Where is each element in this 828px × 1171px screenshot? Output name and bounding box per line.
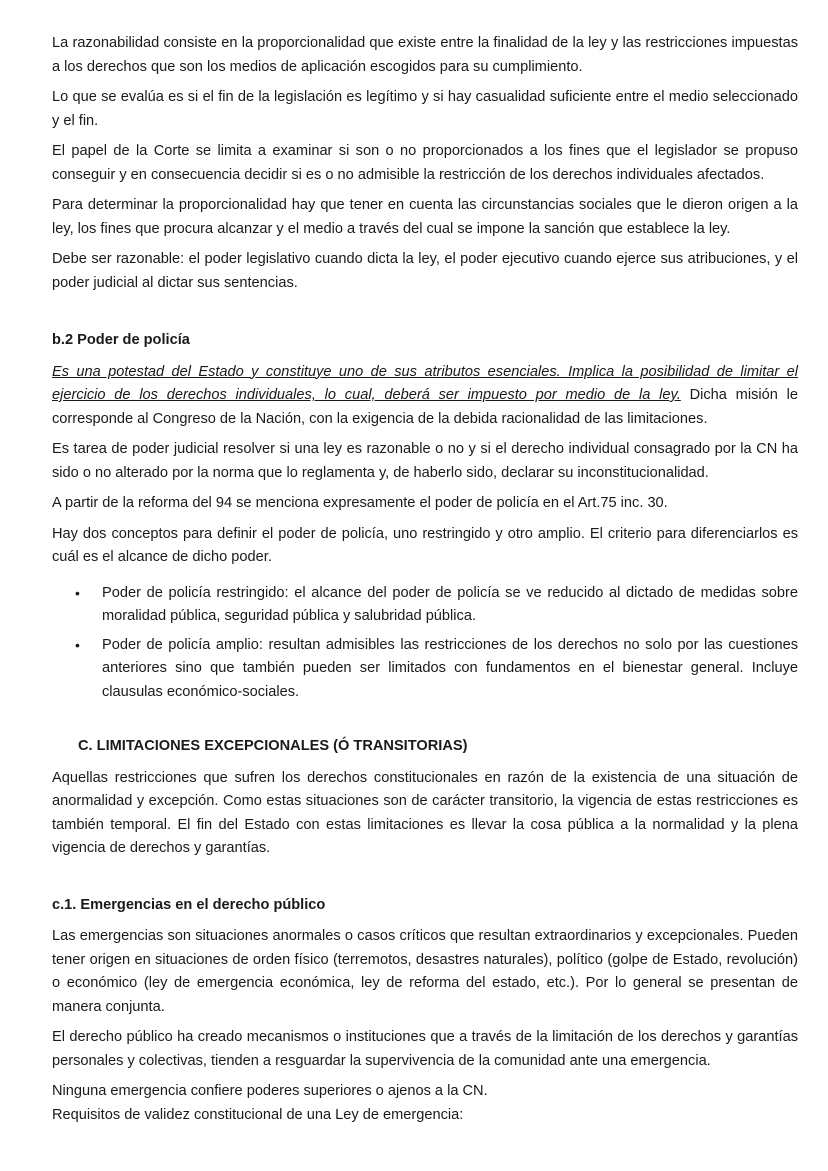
paragraph-no-superior-powers: Ninguna emergencia confiere poderes superiores o ajenos a la CN. <box>52 1083 488 1099</box>
paragraph-police-power-intro <box>52 361 798 432</box>
paragraph-judicial-task: Es tarea de poder judicial resolver si una ley es razonable o no y si el derecho individual consagrado por la CN ha sido o no alterado por la norma que lo reglamenta y, de haberlo sido, declarar su inconstitucionalidad. <box>52 441 798 481</box>
bullet-text-broad: Poder de policía amplio: resultan admisibles las restricciones de los derechos no solo por las cuestiones anteriores sino que también pueden ser limitados con fundamentos en el bienestar general. Incluye clausulas económico-sociales. <box>102 636 798 700</box>
paragraph-exceptional-limitations: Aquellas restricciones que sufren los derechos constitucionales en razón de la existencia de una situación de anormalidad y excepción. Como estas situaciones son de carácter transitorio, la vigencia de estas restricciones es también temporal. El fin del Estado con estas limitaciones es llevar la cosa pública a la normalidad y la plena vigencia de derechos y garantías. <box>52 769 798 856</box>
section-heading-b2: b.2 Poder de policía <box>52 332 190 348</box>
paragraph-legitimate-end: Lo que se evalúa es si el fin de la legislación es legítimo y si hay casualidad suficiente entre el medio seleccionado y el fin. <box>52 89 798 129</box>
bullet-text-restricted: Poder de policía restringido: el alcance del poder de policía se ve reducido al dictado de medidas sobre moralidad pública, seguridad pública y salubridad pública. <box>102 584 798 624</box>
bullet-icon: • <box>75 636 80 653</box>
police-power-bullet-list <box>52 582 798 705</box>
paragraph-two-concepts: Hay dos conceptos para definir el poder de policía, uno restringido y otro amplio. El criterio para diferenciarlos es cuál es el alcance de dicho poder. <box>52 525 798 565</box>
paragraph-reform-94: A partir de la reforma del 94 se menciona expresamente el poder de policía en el Art.75 inc. 30. <box>52 495 668 511</box>
bullet-icon: • <box>75 584 80 601</box>
list-item <box>52 582 798 629</box>
paragraph-court-role: El papel de la Corte se limita a examinar si son o no proporcionados a los fines que el legislador se propuso conseguir y en consecuencia decidir si es o no admisible la restricción de los derechos individuales afectados. <box>52 143 798 183</box>
section-heading-c: C. LIMITACIONES EXCEPCIONALES (Ó TRANSITORIAS) <box>78 738 468 754</box>
paragraph-public-law-mechanisms: El derecho público ha creado mecanismos o instituciones que a través de la limitación de los derechos y garantías personales y colectivas, tienden a resguardar la supervivencia de la comunidad ante una emergencia. <box>52 1029 798 1069</box>
police-power-definition-rest: Dicha misión le corresponde al Congreso de la Nación, con la exigencia de la debida racionalidad de las limitaciones. <box>52 387 798 427</box>
paragraph-must-be-reasonable: Debe ser razonable: el poder legislativo cuando dicta la ley, el poder ejecutivo cuando ejerce sus atribuciones, y el poder judicial al dictar sus sentencias. <box>52 251 798 291</box>
list-item <box>52 634 798 705</box>
paragraph-validity-requirements: Requisitos de validez constitucional de una Ley de emergencia: <box>52 1106 464 1123</box>
section-heading-c1: c.1. Emergencias en el derecho público <box>52 896 326 913</box>
police-power-definition-underlined: Es una potestad del Estado y constituye uno de sus atributos esenciales. Implica la posibilidad de limitar el ejercicio de los derechos individuales, lo cual, deberá ser impuesto por medio de la ley. <box>52 363 798 403</box>
paragraph-emergencies-definition: Las emergencias son situaciones anormales o casos críticos que resultan extraordinarios y excepcionales. Pueden tener origen en situaciones de orden físico (terremotos, desastres naturales), político (golpe de Estado, revolución) o económico (ley de emergencia económica, ley de reforma del estado, etc.). Por lo general se presentan de manera conjunta. <box>52 928 798 1015</box>
paragraph-proportionality: Para determinar la proporcionalidad hay que tener en cuenta las circunstancias sociales que le dieron origen a la ley, los fines que procura alcanzar y el medio a través del cual se impone la sanción que establece la ley. <box>52 197 798 237</box>
paragraph-reasonableness-definition: La razonabilidad consiste en la proporcionalidad que existe entre la finalidad de la ley y las restricciones impuestas a los derechos que son los medios de aplicación escogidos para su cumplimiento. <box>52 35 798 75</box>
